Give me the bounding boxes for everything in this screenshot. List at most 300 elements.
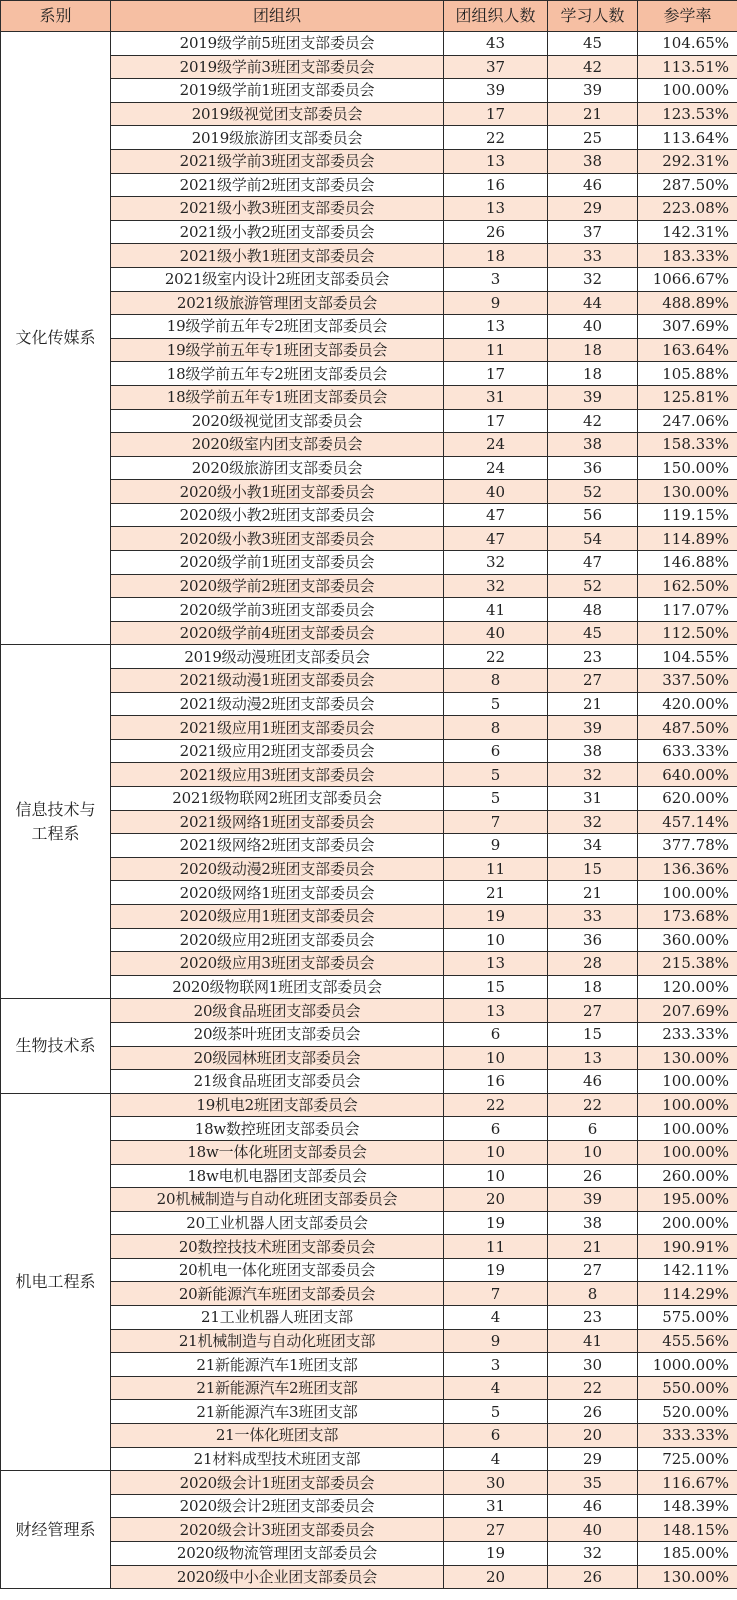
member-count-cell: 11 (444, 338, 548, 362)
table-row (1, 1117, 737, 1141)
table-row (1, 126, 737, 150)
study-count-cell: 27 (548, 669, 638, 693)
participation-rate-cell: 487.50% (638, 716, 737, 740)
study-count-cell: 20 (548, 1424, 638, 1448)
member-count-cell: 26 (444, 220, 548, 244)
organization-cell: 19级学前五年专2班团支部委员会 (111, 315, 444, 339)
member-count-cell: 20 (444, 1188, 548, 1212)
participation-rate-cell: 150.00% (638, 456, 737, 480)
participation-rate-cell: 575.00% (638, 1306, 737, 1330)
organization-cell: 2021级物联网2班团支部委员会 (111, 787, 444, 811)
participation-rate-cell: 123.53% (638, 102, 737, 126)
table-row (1, 1070, 737, 1094)
table-row (1, 881, 737, 905)
participation-rate-cell: 260.00% (638, 1164, 737, 1188)
table-row (1, 55, 737, 79)
member-count-cell: 5 (444, 1400, 548, 1424)
table-row (1, 315, 737, 339)
member-count-cell: 19 (444, 904, 548, 928)
table-row (1, 834, 737, 858)
organization-cell: 2019级学前3班团支部委员会 (111, 55, 444, 79)
participation-rate-cell: 162.50% (638, 574, 737, 598)
table-row (1, 79, 737, 103)
organization-cell: 2021级动漫1班团支部委员会 (111, 669, 444, 693)
member-count-cell: 19 (444, 1258, 548, 1282)
study-count-cell: 39 (548, 79, 638, 103)
participation-rate-cell: 119.15% (638, 503, 737, 527)
table-row (1, 503, 737, 527)
member-count-cell: 37 (444, 55, 548, 79)
study-count-cell: 40 (548, 1518, 638, 1542)
study-count-cell: 52 (548, 480, 638, 504)
study-count-cell: 26 (548, 1565, 638, 1589)
table-row (1, 1211, 737, 1235)
study-count-cell: 46 (548, 1070, 638, 1094)
member-count-cell: 20 (444, 1565, 548, 1589)
participation-rate-cell: 114.89% (638, 527, 737, 551)
member-count-cell: 39 (444, 79, 548, 103)
member-count-cell: 17 (444, 362, 548, 386)
organization-cell: 20级食品班团支部委员会 (111, 999, 444, 1023)
organization-cell: 2019级视觉团支部委员会 (111, 102, 444, 126)
participation-rate-cell: 130.00% (638, 1046, 737, 1070)
organization-cell: 21新能源汽车3班团支部 (111, 1400, 444, 1424)
member-count-cell: 4 (444, 1376, 548, 1400)
study-count-cell: 33 (548, 244, 638, 268)
participation-rate-cell: 112.50% (638, 621, 737, 645)
table-row (1, 338, 737, 362)
member-count-cell: 3 (444, 267, 548, 291)
member-count-cell: 32 (444, 574, 548, 598)
participation-rate-cell: 307.69% (638, 315, 737, 339)
study-count-cell: 15 (548, 857, 638, 881)
header-participation-rate: 参学率 (638, 1, 737, 32)
participation-rate-cell: 455.56% (638, 1329, 737, 1353)
member-count-cell: 41 (444, 598, 548, 622)
study-count-cell: 29 (548, 197, 638, 221)
participation-rate-cell: 100.00% (638, 79, 737, 103)
table-row (1, 1046, 737, 1070)
study-count-cell: 38 (548, 739, 638, 763)
participation-rate-cell: 292.31% (638, 149, 737, 173)
study-count-cell: 35 (548, 1471, 638, 1495)
study-count-cell: 45 (548, 621, 638, 645)
organization-cell: 18w一体化班团支部委员会 (111, 1140, 444, 1164)
study-count-cell: 37 (548, 220, 638, 244)
member-count-cell: 4 (444, 1306, 548, 1330)
table-row (1, 1140, 737, 1164)
table-row (1, 763, 737, 787)
participation-rate-cell: 337.50% (638, 669, 737, 693)
study-count-cell: 40 (548, 315, 638, 339)
member-count-cell: 47 (444, 527, 548, 551)
organization-cell: 2020级应用2班团支部委员会 (111, 928, 444, 952)
member-count-cell: 13 (444, 952, 548, 976)
participation-rate-cell: 104.65% (638, 32, 737, 56)
member-count-cell: 27 (444, 1518, 548, 1542)
participation-rate-cell: 100.00% (638, 1140, 737, 1164)
table-row (1, 1022, 737, 1046)
organization-cell: 20机械制造与自动化班团支部委员会 (111, 1188, 444, 1212)
study-count-cell: 26 (548, 1164, 638, 1188)
participation-rate-cell: 148.39% (638, 1494, 737, 1518)
study-count-cell: 39 (548, 385, 638, 409)
organization-cell: 2020级网络1班团支部委员会 (111, 881, 444, 905)
member-count-cell: 16 (444, 173, 548, 197)
table-row (1, 928, 737, 952)
organization-cell: 2020级会计1班团支部委员会 (111, 1471, 444, 1495)
participation-rate-cell: 173.68% (638, 904, 737, 928)
participation-rate-cell: 620.00% (638, 787, 737, 811)
member-count-cell: 30 (444, 1471, 548, 1495)
table-row (1, 739, 737, 763)
participation-rate-cell: 247.06% (638, 409, 737, 433)
table-row (1, 1093, 737, 1117)
table-row (1, 857, 737, 881)
member-count-cell: 21 (444, 881, 548, 905)
table-row (1, 1518, 737, 1542)
participation-rate-cell: 142.11% (638, 1258, 737, 1282)
table-row (1, 409, 737, 433)
member-count-cell: 5 (444, 692, 548, 716)
organization-cell: 20数控技技术班团支部委员会 (111, 1235, 444, 1259)
member-count-cell: 9 (444, 1329, 548, 1353)
table-body (1, 32, 737, 1589)
study-count-cell: 13 (548, 1046, 638, 1070)
member-count-cell: 13 (444, 197, 548, 221)
table-row (1, 645, 737, 669)
participation-rate-cell: 117.07% (638, 598, 737, 622)
table-row (1, 1329, 737, 1353)
table-row (1, 787, 737, 811)
organization-cell: 2020级学前2班团支部委员会 (111, 574, 444, 598)
participation-rate-cell: 120.00% (638, 975, 737, 999)
organization-cell: 2020级会计3班团支部委员会 (111, 1518, 444, 1542)
study-count-cell: 30 (548, 1353, 638, 1377)
table-row (1, 197, 737, 221)
study-count-cell: 32 (548, 1542, 638, 1566)
participation-rate-cell: 158.33% (638, 433, 737, 457)
study-count-cell: 46 (548, 1494, 638, 1518)
table-row (1, 1353, 737, 1377)
member-count-cell: 16 (444, 1070, 548, 1094)
study-count-cell: 44 (548, 291, 638, 315)
organization-cell: 2021级网络1班团支部委员会 (111, 810, 444, 834)
participation-rate-cell: 550.00% (638, 1376, 737, 1400)
study-count-cell: 48 (548, 598, 638, 622)
department-cell: 生物技术系 (1, 999, 111, 1093)
organization-cell: 2020级中小企业团支部委员会 (111, 1565, 444, 1589)
study-count-cell: 54 (548, 527, 638, 551)
member-count-cell: 9 (444, 291, 548, 315)
participation-rate-cell: 420.00% (638, 692, 737, 716)
table-row (1, 102, 737, 126)
study-count-cell: 47 (548, 551, 638, 575)
participation-rate-cell: 333.33% (638, 1424, 737, 1448)
participation-rate-cell: 163.64% (638, 338, 737, 362)
participation-rate-cell: 233.33% (638, 1022, 737, 1046)
participation-rate-cell: 457.14% (638, 810, 737, 834)
header-member-count: 团组织人数 (444, 1, 548, 32)
table-row (1, 362, 737, 386)
participation-rate-cell: 520.00% (638, 1400, 737, 1424)
member-count-cell: 6 (444, 1022, 548, 1046)
table-row (1, 527, 737, 551)
table-row (1, 904, 737, 928)
member-count-cell: 10 (444, 1140, 548, 1164)
table-row (1, 244, 737, 268)
organization-cell: 20机电一体化班团支部委员会 (111, 1258, 444, 1282)
organization-cell: 2021级应用3班团支部委员会 (111, 763, 444, 787)
participation-rate-cell: 185.00% (638, 1542, 737, 1566)
table-row (1, 1424, 737, 1448)
table-row (1, 480, 737, 504)
organization-cell: 20级茶叶班团支部委员会 (111, 1022, 444, 1046)
organization-cell: 2021级小教1班团支部委员会 (111, 244, 444, 268)
table-row (1, 598, 737, 622)
study-count-cell: 26 (548, 1400, 638, 1424)
member-count-cell: 47 (444, 503, 548, 527)
participation-rate-cell: 100.00% (638, 1117, 737, 1141)
organization-cell: 2020级应用3班团支部委员会 (111, 952, 444, 976)
participation-rate-cell: 100.00% (638, 1093, 737, 1117)
organization-cell: 2021级学前2班团支部委员会 (111, 173, 444, 197)
organization-cell: 18级学前五年专1班团支部委员会 (111, 385, 444, 409)
participation-rate-cell: 190.91% (638, 1235, 737, 1259)
participation-rate-cell: 100.00% (638, 1070, 737, 1094)
participation-rate-cell: 105.88% (638, 362, 737, 386)
participation-rate-cell: 130.00% (638, 1565, 737, 1589)
organization-cell: 2021级小教2班团支部委员会 (111, 220, 444, 244)
table-row (1, 1376, 737, 1400)
member-count-cell: 40 (444, 621, 548, 645)
study-count-cell: 56 (548, 503, 638, 527)
study-count-cell: 22 (548, 1093, 638, 1117)
participation-rate-cell: 104.55% (638, 645, 737, 669)
participation-rate-cell: 377.78% (638, 834, 737, 858)
organization-cell: 2019级学前1班团支部委员会 (111, 79, 444, 103)
organization-cell: 21新能源汽车2班团支部 (111, 1376, 444, 1400)
participation-rate-cell: 146.88% (638, 551, 737, 575)
organization-cell: 2019级旅游团支部委员会 (111, 126, 444, 150)
table-row (1, 1565, 737, 1589)
participation-rate-cell: 116.67% (638, 1471, 737, 1495)
table-row (1, 267, 737, 291)
organization-cell: 20级园林班团支部委员会 (111, 1046, 444, 1070)
organization-cell: 2020级室内团支部委员会 (111, 433, 444, 457)
organization-cell: 18w电机电器团支部委员会 (111, 1164, 444, 1188)
study-count-cell: 21 (548, 881, 638, 905)
study-count-cell: 38 (548, 149, 638, 173)
member-count-cell: 17 (444, 102, 548, 126)
participation-rate-cell: 113.64% (638, 126, 737, 150)
participation-rate-cell: 142.31% (638, 220, 737, 244)
table-row (1, 1400, 737, 1424)
member-count-cell: 5 (444, 763, 548, 787)
participation-rate-cell: 207.69% (638, 999, 737, 1023)
participation-rate-cell: 148.15% (638, 1518, 737, 1542)
participation-rate-cell: 1000.00% (638, 1353, 737, 1377)
participation-rate-cell: 223.08% (638, 197, 737, 221)
header-organization: 团组织 (111, 1, 444, 32)
study-count-cell: 15 (548, 1022, 638, 1046)
table-row (1, 291, 737, 315)
member-count-cell: 11 (444, 1235, 548, 1259)
table-row (1, 1471, 737, 1495)
organization-cell: 21机械制造与自动化班团支部 (111, 1329, 444, 1353)
department-cell: 财经管理系 (1, 1471, 111, 1589)
organization-cell: 2020级小教1班团支部委员会 (111, 480, 444, 504)
table-row (1, 456, 737, 480)
member-count-cell: 7 (444, 810, 548, 834)
organization-cell: 21新能源汽车1班团支部 (111, 1353, 444, 1377)
member-count-cell: 19 (444, 1542, 548, 1566)
organization-cell: 2021级旅游管理团支部委员会 (111, 291, 444, 315)
member-count-cell: 32 (444, 551, 548, 575)
participation-rate-cell: 195.00% (638, 1188, 737, 1212)
member-count-cell: 24 (444, 433, 548, 457)
organization-cell: 2020级应用1班团支部委员会 (111, 904, 444, 928)
member-count-cell: 31 (444, 385, 548, 409)
table-row (1, 1188, 737, 1212)
organization-cell: 18w数控班团支部委员会 (111, 1117, 444, 1141)
participation-rate-cell: 100.00% (638, 881, 737, 905)
study-count-cell: 34 (548, 834, 638, 858)
organization-cell: 21级食品班团支部委员会 (111, 1070, 444, 1094)
organization-cell: 2021级应用1班团支部委员会 (111, 716, 444, 740)
table-row (1, 1306, 737, 1330)
study-count-cell: 46 (548, 173, 638, 197)
table-row (1, 1258, 737, 1282)
department-cell: 机电工程系 (1, 1093, 111, 1471)
organization-cell: 2021级动漫2班团支部委员会 (111, 692, 444, 716)
study-count-cell: 45 (548, 32, 638, 56)
table-row (1, 692, 737, 716)
organization-cell: 2021级小教3班团支部委员会 (111, 197, 444, 221)
participation-rate-cell: 725.00% (638, 1447, 737, 1471)
member-count-cell: 24 (444, 456, 548, 480)
participation-rate-cell: 488.89% (638, 291, 737, 315)
organization-cell: 18级学前五年专2班团支部委员会 (111, 362, 444, 386)
table-row (1, 810, 737, 834)
organization-cell: 21材料成型技术班团支部 (111, 1447, 444, 1471)
study-count-cell: 39 (548, 716, 638, 740)
table-row (1, 1542, 737, 1566)
member-count-cell: 9 (444, 834, 548, 858)
organization-cell: 2021级应用2班团支部委员会 (111, 739, 444, 763)
member-count-cell: 10 (444, 928, 548, 952)
study-count-cell: 6 (548, 1117, 638, 1141)
study-count-cell: 18 (548, 362, 638, 386)
member-count-cell: 15 (444, 975, 548, 999)
study-count-cell: 52 (548, 574, 638, 598)
study-count-cell: 29 (548, 1447, 638, 1471)
member-count-cell: 13 (444, 315, 548, 339)
participation-rate-cell: 130.00% (638, 480, 737, 504)
member-count-cell: 22 (444, 126, 548, 150)
table-row (1, 574, 737, 598)
department-cell: 文化传媒系 (1, 32, 111, 645)
member-count-cell: 43 (444, 32, 548, 56)
member-count-cell: 7 (444, 1282, 548, 1306)
organization-cell: 20工业机器人团支部委员会 (111, 1211, 444, 1235)
organization-cell: 2019级学前5班团支部委员会 (111, 32, 444, 56)
study-count-cell: 36 (548, 928, 638, 952)
table-row (1, 975, 737, 999)
organization-cell: 21一体化班团支部 (111, 1424, 444, 1448)
participation-rate-cell: 640.00% (638, 763, 737, 787)
participation-rate-cell: 633.33% (638, 739, 737, 763)
member-count-cell: 40 (444, 480, 548, 504)
study-count-cell: 28 (548, 952, 638, 976)
member-count-cell: 17 (444, 409, 548, 433)
participation-rate-cell: 125.81% (638, 385, 737, 409)
study-count-cell: 27 (548, 999, 638, 1023)
header-study-count: 学习人数 (548, 1, 638, 32)
study-count-cell: 22 (548, 1376, 638, 1400)
member-count-cell: 11 (444, 857, 548, 881)
participation-rate-cell: 113.51% (638, 55, 737, 79)
organization-cell: 2020级视觉团支部委员会 (111, 409, 444, 433)
table-row (1, 621, 737, 645)
study-count-cell: 42 (548, 409, 638, 433)
study-count-cell: 42 (548, 55, 638, 79)
study-count-cell: 27 (548, 1258, 638, 1282)
member-count-cell: 31 (444, 1494, 548, 1518)
table-row (1, 669, 737, 693)
member-count-cell: 18 (444, 244, 548, 268)
member-count-cell: 22 (444, 1093, 548, 1117)
organization-cell: 2021级室内设计2班团支部委员会 (111, 267, 444, 291)
table-row (1, 32, 737, 56)
study-count-cell: 39 (548, 1188, 638, 1212)
table-row (1, 1235, 737, 1259)
organization-cell: 2020级物流管理团支部委员会 (111, 1542, 444, 1566)
organization-cell: 19机电2班团支部委员会 (111, 1093, 444, 1117)
organization-cell: 19级学前五年专1班团支部委员会 (111, 338, 444, 362)
member-count-cell: 6 (444, 739, 548, 763)
study-count-cell: 32 (548, 267, 638, 291)
organization-cell: 2020级物联网1班团支部委员会 (111, 975, 444, 999)
study-count-cell: 23 (548, 645, 638, 669)
member-count-cell: 4 (444, 1447, 548, 1471)
participation-rate-cell: 1066.67% (638, 267, 737, 291)
member-count-cell: 10 (444, 1164, 548, 1188)
table-row (1, 1494, 737, 1518)
table-row (1, 716, 737, 740)
organization-cell: 2021级网络2班团支部委员会 (111, 834, 444, 858)
member-count-cell: 8 (444, 716, 548, 740)
table-row (1, 999, 737, 1023)
organization-cell: 21工业机器人班团支部 (111, 1306, 444, 1330)
organization-cell: 2021级学前3班团支部委员会 (111, 149, 444, 173)
participation-rate-cell: 360.00% (638, 928, 737, 952)
study-count-cell: 38 (548, 433, 638, 457)
header-row (1, 1, 737, 32)
study-count-cell: 8 (548, 1282, 638, 1306)
organization-cell: 2019级动漫班团支部委员会 (111, 645, 444, 669)
study-count-cell: 36 (548, 456, 638, 480)
member-count-cell: 3 (444, 1353, 548, 1377)
member-count-cell: 8 (444, 669, 548, 693)
participation-rate-cell: 215.38% (638, 952, 737, 976)
study-count-cell: 41 (548, 1329, 638, 1353)
member-count-cell: 6 (444, 1117, 548, 1141)
study-count-cell: 18 (548, 975, 638, 999)
study-count-cell: 23 (548, 1306, 638, 1330)
participation-rate-cell: 114.29% (638, 1282, 737, 1306)
organization-cell: 2020级小教2班团支部委员会 (111, 503, 444, 527)
